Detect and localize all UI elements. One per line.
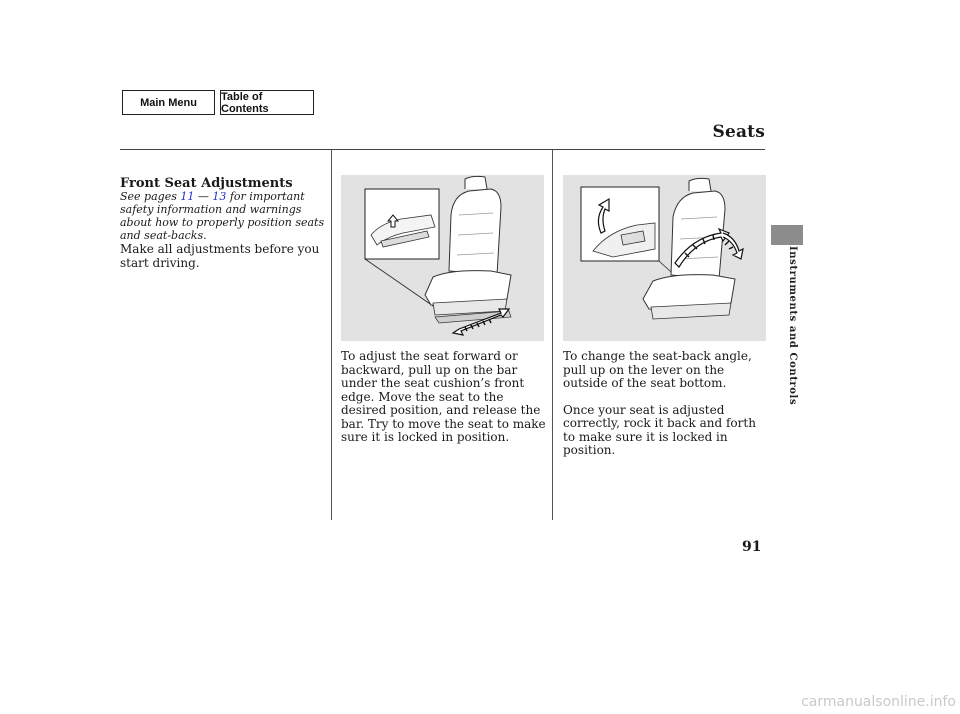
- recline-instructions: [563, 350, 768, 471]
- seat-slide-illustration: [341, 175, 544, 341]
- page-link-end[interactable]: 13: [212, 190, 227, 203]
- seat-slide-drawing: [341, 175, 544, 341]
- header-divider: [120, 149, 765, 150]
- slide-paragraph: To adjust the seat forward or backward, pull up on the bar under the seat cushion’s front edge. Move the seat to the desired position, and release the bar. Try to move the seat to make sure it is locked in position.: [341, 349, 546, 444]
- table-of-contents-button[interactable]: Table of Contents: [220, 90, 314, 115]
- safety-note-prefix: See pages: [120, 190, 181, 203]
- column-divider: [552, 150, 553, 520]
- recline-paragraph-1: To change the seat-back angle, pull up on the lever on the outside of the seat bottom.: [563, 349, 752, 390]
- safety-note-suffix: for important safety information and warnings about how to properly position seats and seat-backs.: [120, 190, 325, 242]
- section-tab-marker: [771, 225, 803, 245]
- section-title: Seats: [712, 122, 765, 142]
- seat-recline-illustration: [563, 175, 766, 341]
- main-menu-button[interactable]: Main Menu: [122, 90, 215, 115]
- intro-paragraph: Make all adjustments before you start driving.: [120, 242, 320, 270]
- page-link-start[interactable]: 11: [180, 190, 195, 203]
- slide-instructions: [341, 350, 549, 458]
- watermark: carmanualsonline.info: [801, 694, 956, 710]
- seat-recline-drawing: [563, 175, 766, 341]
- safety-note-dash: —: [194, 190, 213, 203]
- front-seat-heading: Front Seat Adjustments: [120, 176, 293, 191]
- column-divider: [331, 150, 332, 520]
- page-number: 91: [742, 539, 762, 555]
- safety-note: [120, 190, 325, 242]
- recline-paragraph-2: Once your seat is adjusted correctly, rock it back and forth to make sure it is locked in position.: [563, 402, 756, 457]
- section-side-label: Instruments and Controls: [787, 246, 798, 406]
